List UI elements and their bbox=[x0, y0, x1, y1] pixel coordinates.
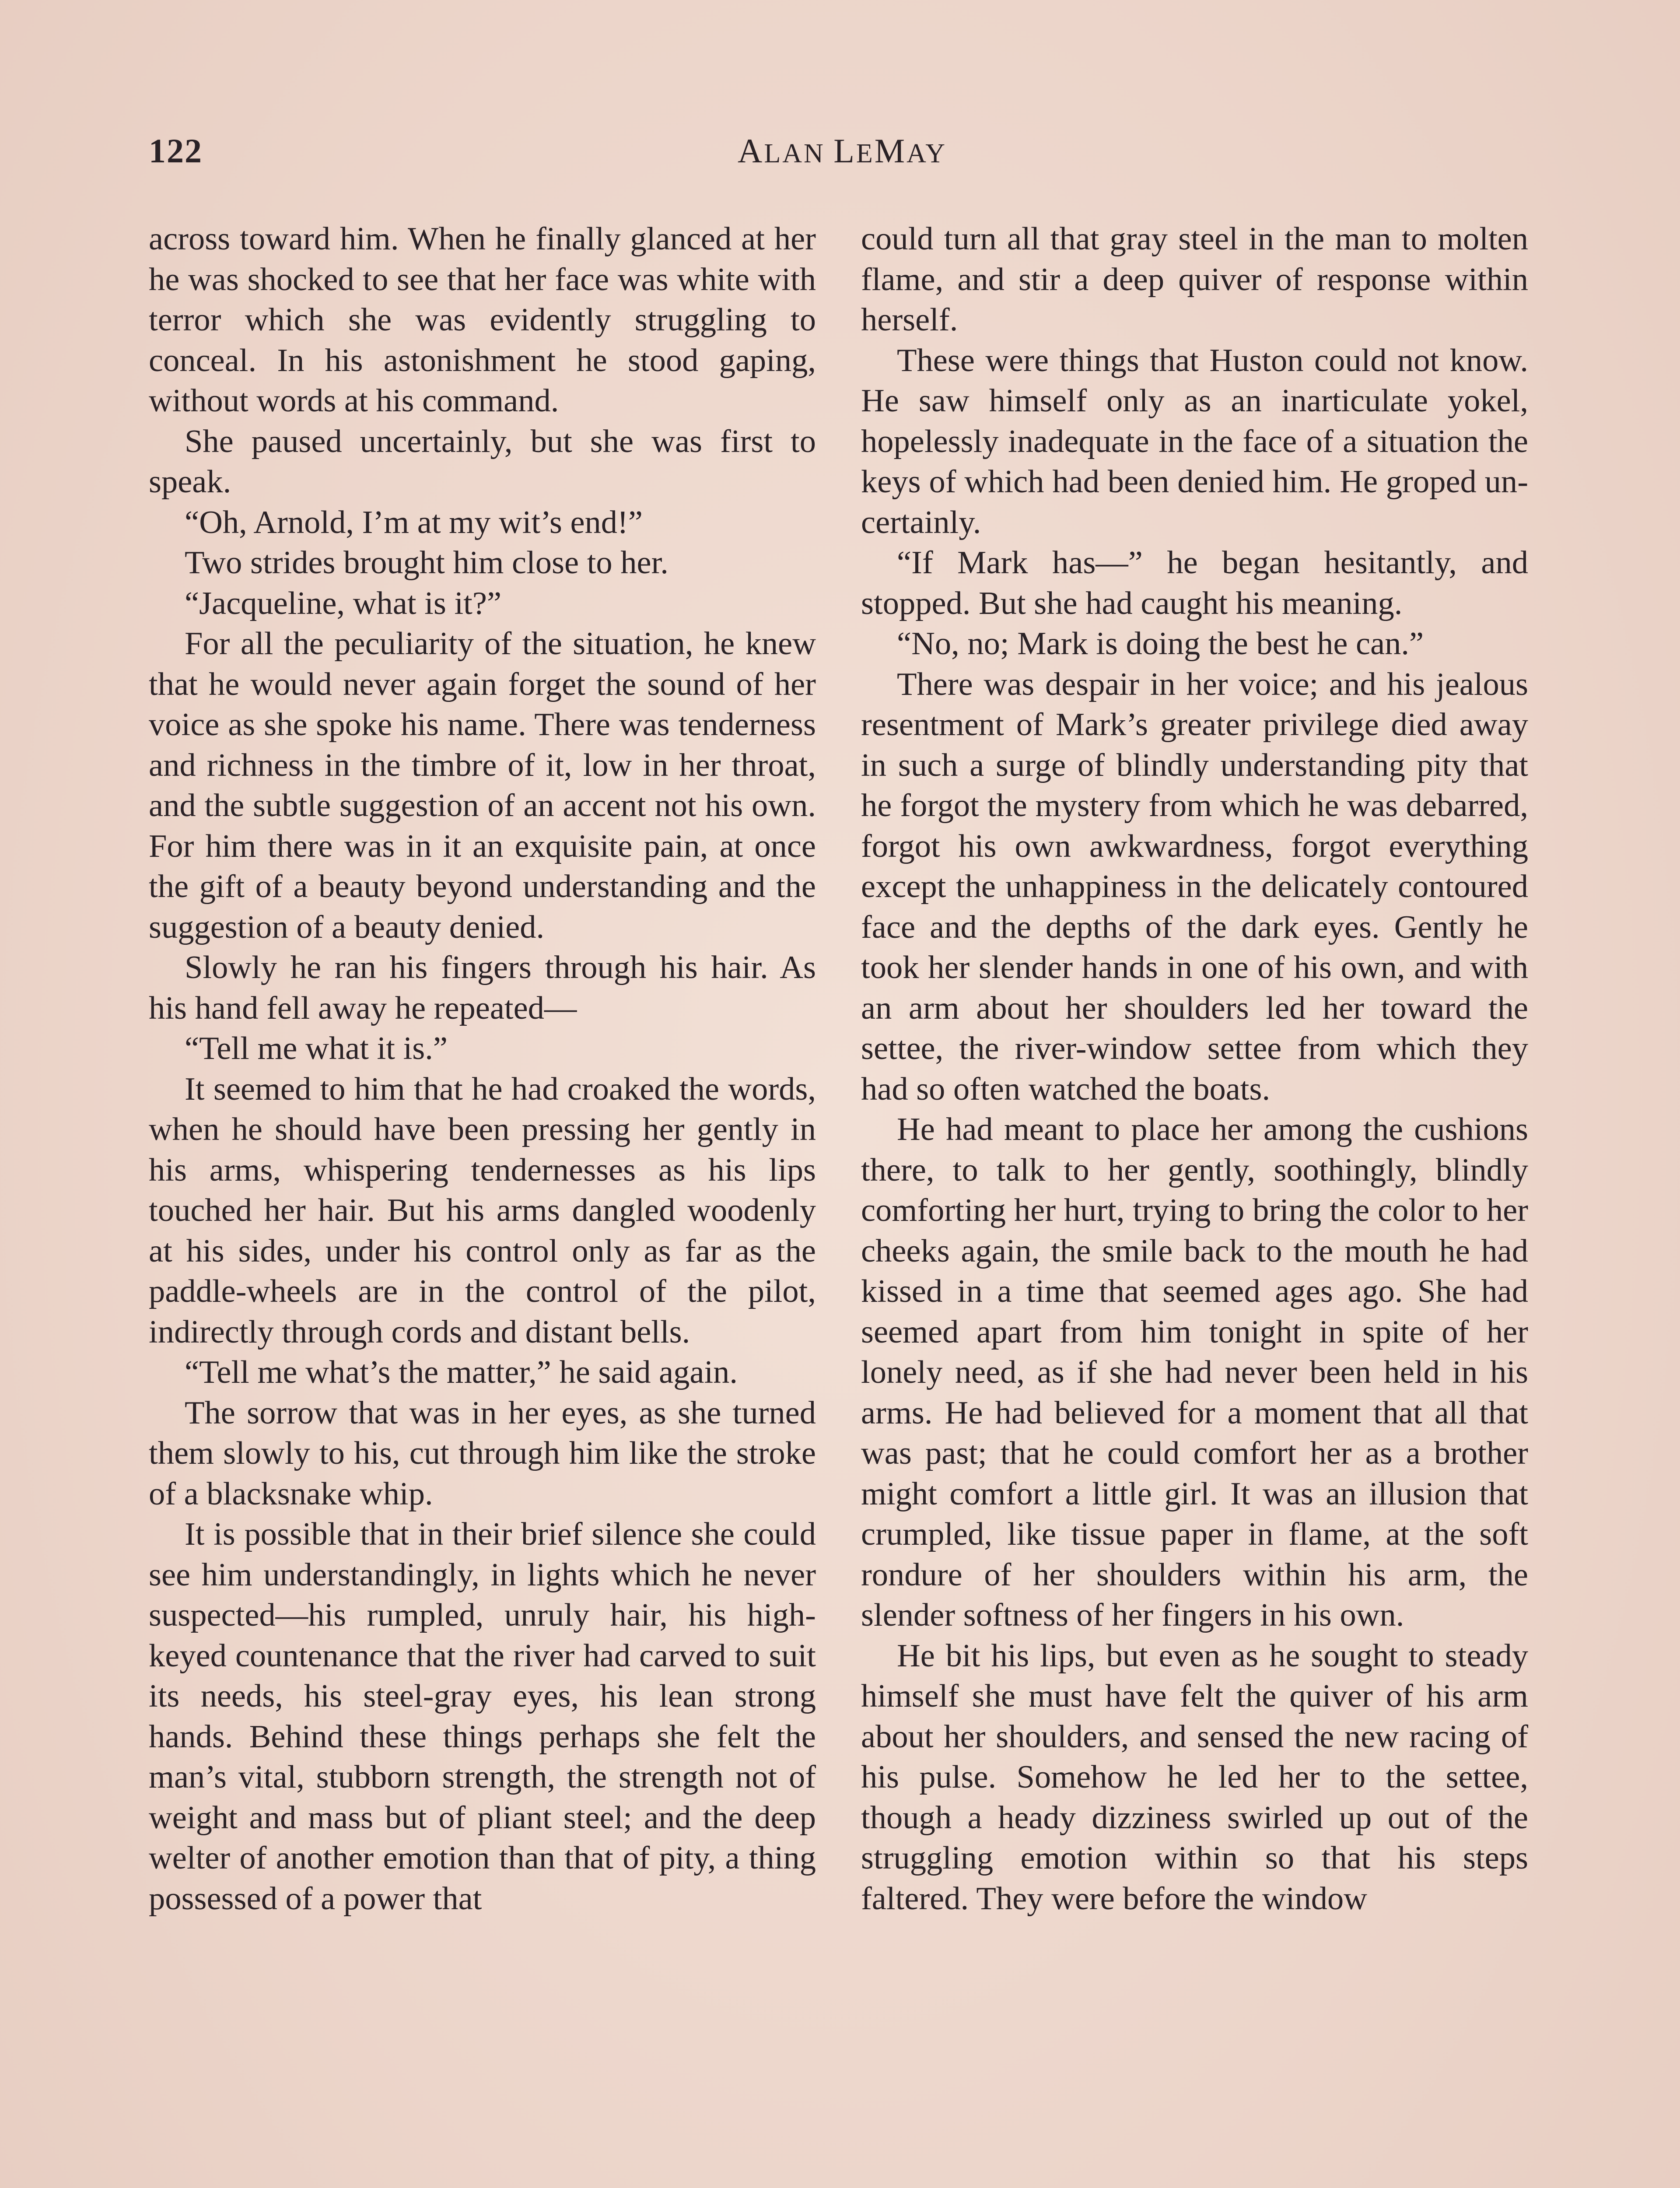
paragraph: There was despair in her voice; and his jealous resentment of Mark’s greater privilege died away in such a surge of blindly understanding pity that he forgot the mystery from which he was debarred, forgot his own awkwardness, forgot everything except the unhappiness in the delicately contoured face and the depths of the dark eyes. Gently he took her slender hands in one of his own, and with an arm about her shoulders led her toward the settee, the river-window settee from which they had so often watched the boats. bbox=[861, 666, 1528, 1107]
paragraph: It is possible that in their brief silence she could see him understandingly, in lights which he never suspected—his rumpled, unruly hair, his high-keyed countenance that the river had carved to suit its needs, his steel-gray eyes, his lean strong hands. Behind these things perhaps she felt the man’s vital, stubborn strength, the strength not of weight and mass but of pliant steel; and the deep welter of another emotion than that of pity, a thing possessed of a power that bbox=[149, 1516, 816, 1917]
running-head-a: A bbox=[737, 132, 764, 170]
right-column bbox=[861, 219, 1528, 1919]
paragraph: across toward him. When he finally glanced at her he was shocked to see that her face was white with terror which she was evidently struggling to conceal. In his astonishment he stood gaping, without words at his command. bbox=[149, 221, 816, 419]
running-head-lan: LAN bbox=[764, 139, 834, 168]
paragraph: These were things that Huston could not know. He saw himself only as an inarticulate yokel, hopelessly inadequate in the face of a situation the keys of which had been denied him. He groped uncertainly. bbox=[861, 342, 1528, 540]
paragraph: “No, no; Mark is doing the best he can.” bbox=[897, 626, 1424, 662]
running-head-m: M bbox=[874, 132, 907, 170]
paragraph: The sorrow that was in her eyes, as she turned them slowly to his, cut through him like the stroke of a blacksnake whip. bbox=[149, 1395, 816, 1512]
paragraph: It seemed to him that he had croaked the words, when he should have been pressing her gently in his arms, whispering tendernesses as his lips touched her hair. But his arms dangled woodenly at his sides, under his control only as far as the paddle-wheels are in the control of the pilot, indirectly through cords and distant bells. bbox=[149, 1071, 816, 1350]
paragraph: Two strides brought him close to her. bbox=[185, 545, 668, 581]
paragraph: “Tell me what it is.” bbox=[185, 1031, 448, 1066]
running-head bbox=[149, 131, 1536, 171]
page-number: 122 bbox=[149, 132, 203, 170]
page-header bbox=[149, 131, 1536, 184]
running-head-e: E bbox=[856, 139, 875, 168]
running-head-l: L bbox=[833, 132, 856, 170]
paragraph: “Tell me what’s the matter,” he said again. bbox=[185, 1354, 738, 1390]
running-head-ay: AY bbox=[906, 139, 947, 168]
paragraph: “If Mark has—” he began hesitantly, and stopped. But she had caught his meaning. bbox=[861, 545, 1528, 621]
paragraph: He bit his lips, but even as he sought to steady himself she must have felt the quiver of his arm about her shoulders, and sensed the new racing of his pulse. Somehow he led her to the settee, though a heady dizziness swirled up out of the struggling emotion within so that his steps faltered. They were before the window bbox=[861, 1637, 1528, 1917]
paragraph: could turn all that gray steel in the man to molten flame, and stir a deep quiver of response within herself. bbox=[861, 221, 1528, 338]
paragraph: He had meant to place her among the cushions there, to talk to her gently, soothingly, blindly comforting her hurt, trying to bring the color to her cheeks again, the smile back to the mouth he had kissed in a time that seemed ages ago. She had seemed apart from him tonight in spite of her lonely need, as if she had never been held in his arms. He had believed for a moment that all that was past; that he could comfort her as a brother might comfort a little girl. It was an illusion that crumpled, like tissue paper in flame, at the soft rondure of her shoulders within his arm, the slender softness of her fingers in his own. bbox=[861, 1112, 1528, 1633]
paragraph: She paused uncertainly, but she was first to speak. bbox=[149, 423, 816, 500]
paragraph: “Jacqueline, what is it?” bbox=[185, 585, 502, 621]
paragraph: “Oh, Arnold, I’m at my wit’s end!” bbox=[185, 504, 643, 540]
paragraph: Slowly he ran his fingers through his hair. As his hand fell away he repeated— bbox=[149, 950, 816, 1026]
left-column bbox=[149, 219, 816, 1919]
paragraph: For all the peculiarity of the situation, he knew that he would never again forget the sound of her voice as she spoke his name. There was tenderness and richness in the timbre of it, low in her throat, and the subtle suggestion of an accent not his own. For him there was in it an exquisite pain, at once the gift of a beauty beyond understanding and the suggestion of a beauty denied. bbox=[149, 626, 816, 945]
